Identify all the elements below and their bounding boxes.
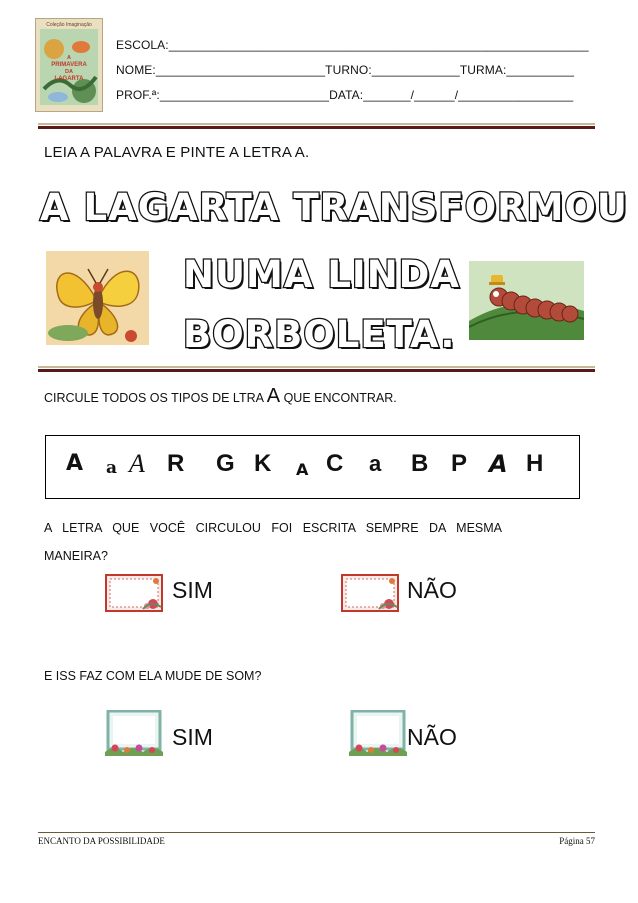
letter-12[interactable]: A <box>489 450 508 478</box>
question-1-line-2: MANEIRA? <box>44 549 108 563</box>
q2-nao-label: NÃO <box>407 724 457 750</box>
letter-4[interactable]: R <box>167 450 185 477</box>
letter-3[interactable]: A <box>129 449 145 478</box>
school-field[interactable]: ESCOLA:______________________________________________________________ <box>116 38 589 52</box>
instruction-read-word: LEIA A PALAVRA E PINTE A LETRA A. <box>44 144 310 161</box>
checkbox-q1-nao[interactable] <box>341 574 399 612</box>
footer-page-number: Página 57 <box>559 836 595 846</box>
book-cover-illustration <box>36 19 102 111</box>
section-rule-dark <box>38 369 595 372</box>
q1-nao-label: NÃO <box>407 577 457 603</box>
letter-7[interactable]: A <box>296 460 309 479</box>
title-line-2[interactable]: NUMA LINDA <box>183 253 461 296</box>
checkbox-q2-nao[interactable] <box>349 710 407 756</box>
letter-11[interactable]: P <box>451 450 468 477</box>
book-cover-title-1: A <box>67 55 71 61</box>
header-rule-light <box>38 123 595 125</box>
book-cover-title-4: LAGARTA <box>54 76 84 82</box>
butterfly-image <box>46 251 149 345</box>
letters-box <box>45 435 580 499</box>
letter-8[interactable]: C <box>326 450 344 477</box>
header-rule-dark <box>38 126 595 129</box>
letter-9[interactable]: a <box>369 451 382 476</box>
book-cover-title-2: PRIMAVERA <box>51 62 87 68</box>
footer-left-text: ENCANTO DA POSSIBILIDADE <box>38 836 165 846</box>
title-line-3[interactable]: BORBOLETA. <box>183 313 456 356</box>
letter-13[interactable]: H <box>526 450 544 477</box>
question-2-text: E ISS FAZ COM ELA MUDE DE SOM? <box>44 669 262 683</box>
title-line-1[interactable]: A LAGARTA TRANSFORMOU <box>40 186 628 229</box>
letter-6[interactable]: K <box>254 450 272 477</box>
q1-sim-label: SIM <box>172 577 213 603</box>
instruction-circle-letter: A <box>266 385 281 407</box>
teacher-date-field[interactable]: PROF.ª:_________________________DATA:_______/______/_________________ <box>116 88 574 102</box>
checkbox-q1-sim[interactable] <box>105 574 163 612</box>
letter-10[interactable]: B <box>411 450 429 477</box>
instruction-circle-text-1: CIRCULE TODOS OS TIPOS DE LTRA <box>44 391 267 405</box>
checkbox-q2-sim[interactable] <box>105 710 163 756</box>
name-turno-turma-field[interactable]: NOME:_________________________TURNO:_____________TURMA:__________ <box>116 63 575 77</box>
question-1-line-1: A LETRA QUE VOCÊ CIRCULOU FOI ESCRITA SEMPRE DA MESMA <box>44 521 502 535</box>
footer-rule <box>38 832 595 833</box>
caterpillar-image <box>469 261 584 340</box>
book-cover-title-3: DA <box>65 69 73 75</box>
letter-2[interactable]: a <box>106 458 118 478</box>
q2-sim-label: SIM <box>172 724 213 750</box>
instruction-circle-text-2: QUE ENCONTRAR. <box>280 391 397 405</box>
book-cover-top-text: Coleção Imaginação <box>46 22 92 28</box>
section-rule-light <box>38 366 595 368</box>
letter-5[interactable]: G <box>216 450 235 477</box>
instruction-circle-letters <box>44 385 397 408</box>
book-cover-image <box>35 18 103 112</box>
letter-1[interactable]: A <box>66 451 84 476</box>
